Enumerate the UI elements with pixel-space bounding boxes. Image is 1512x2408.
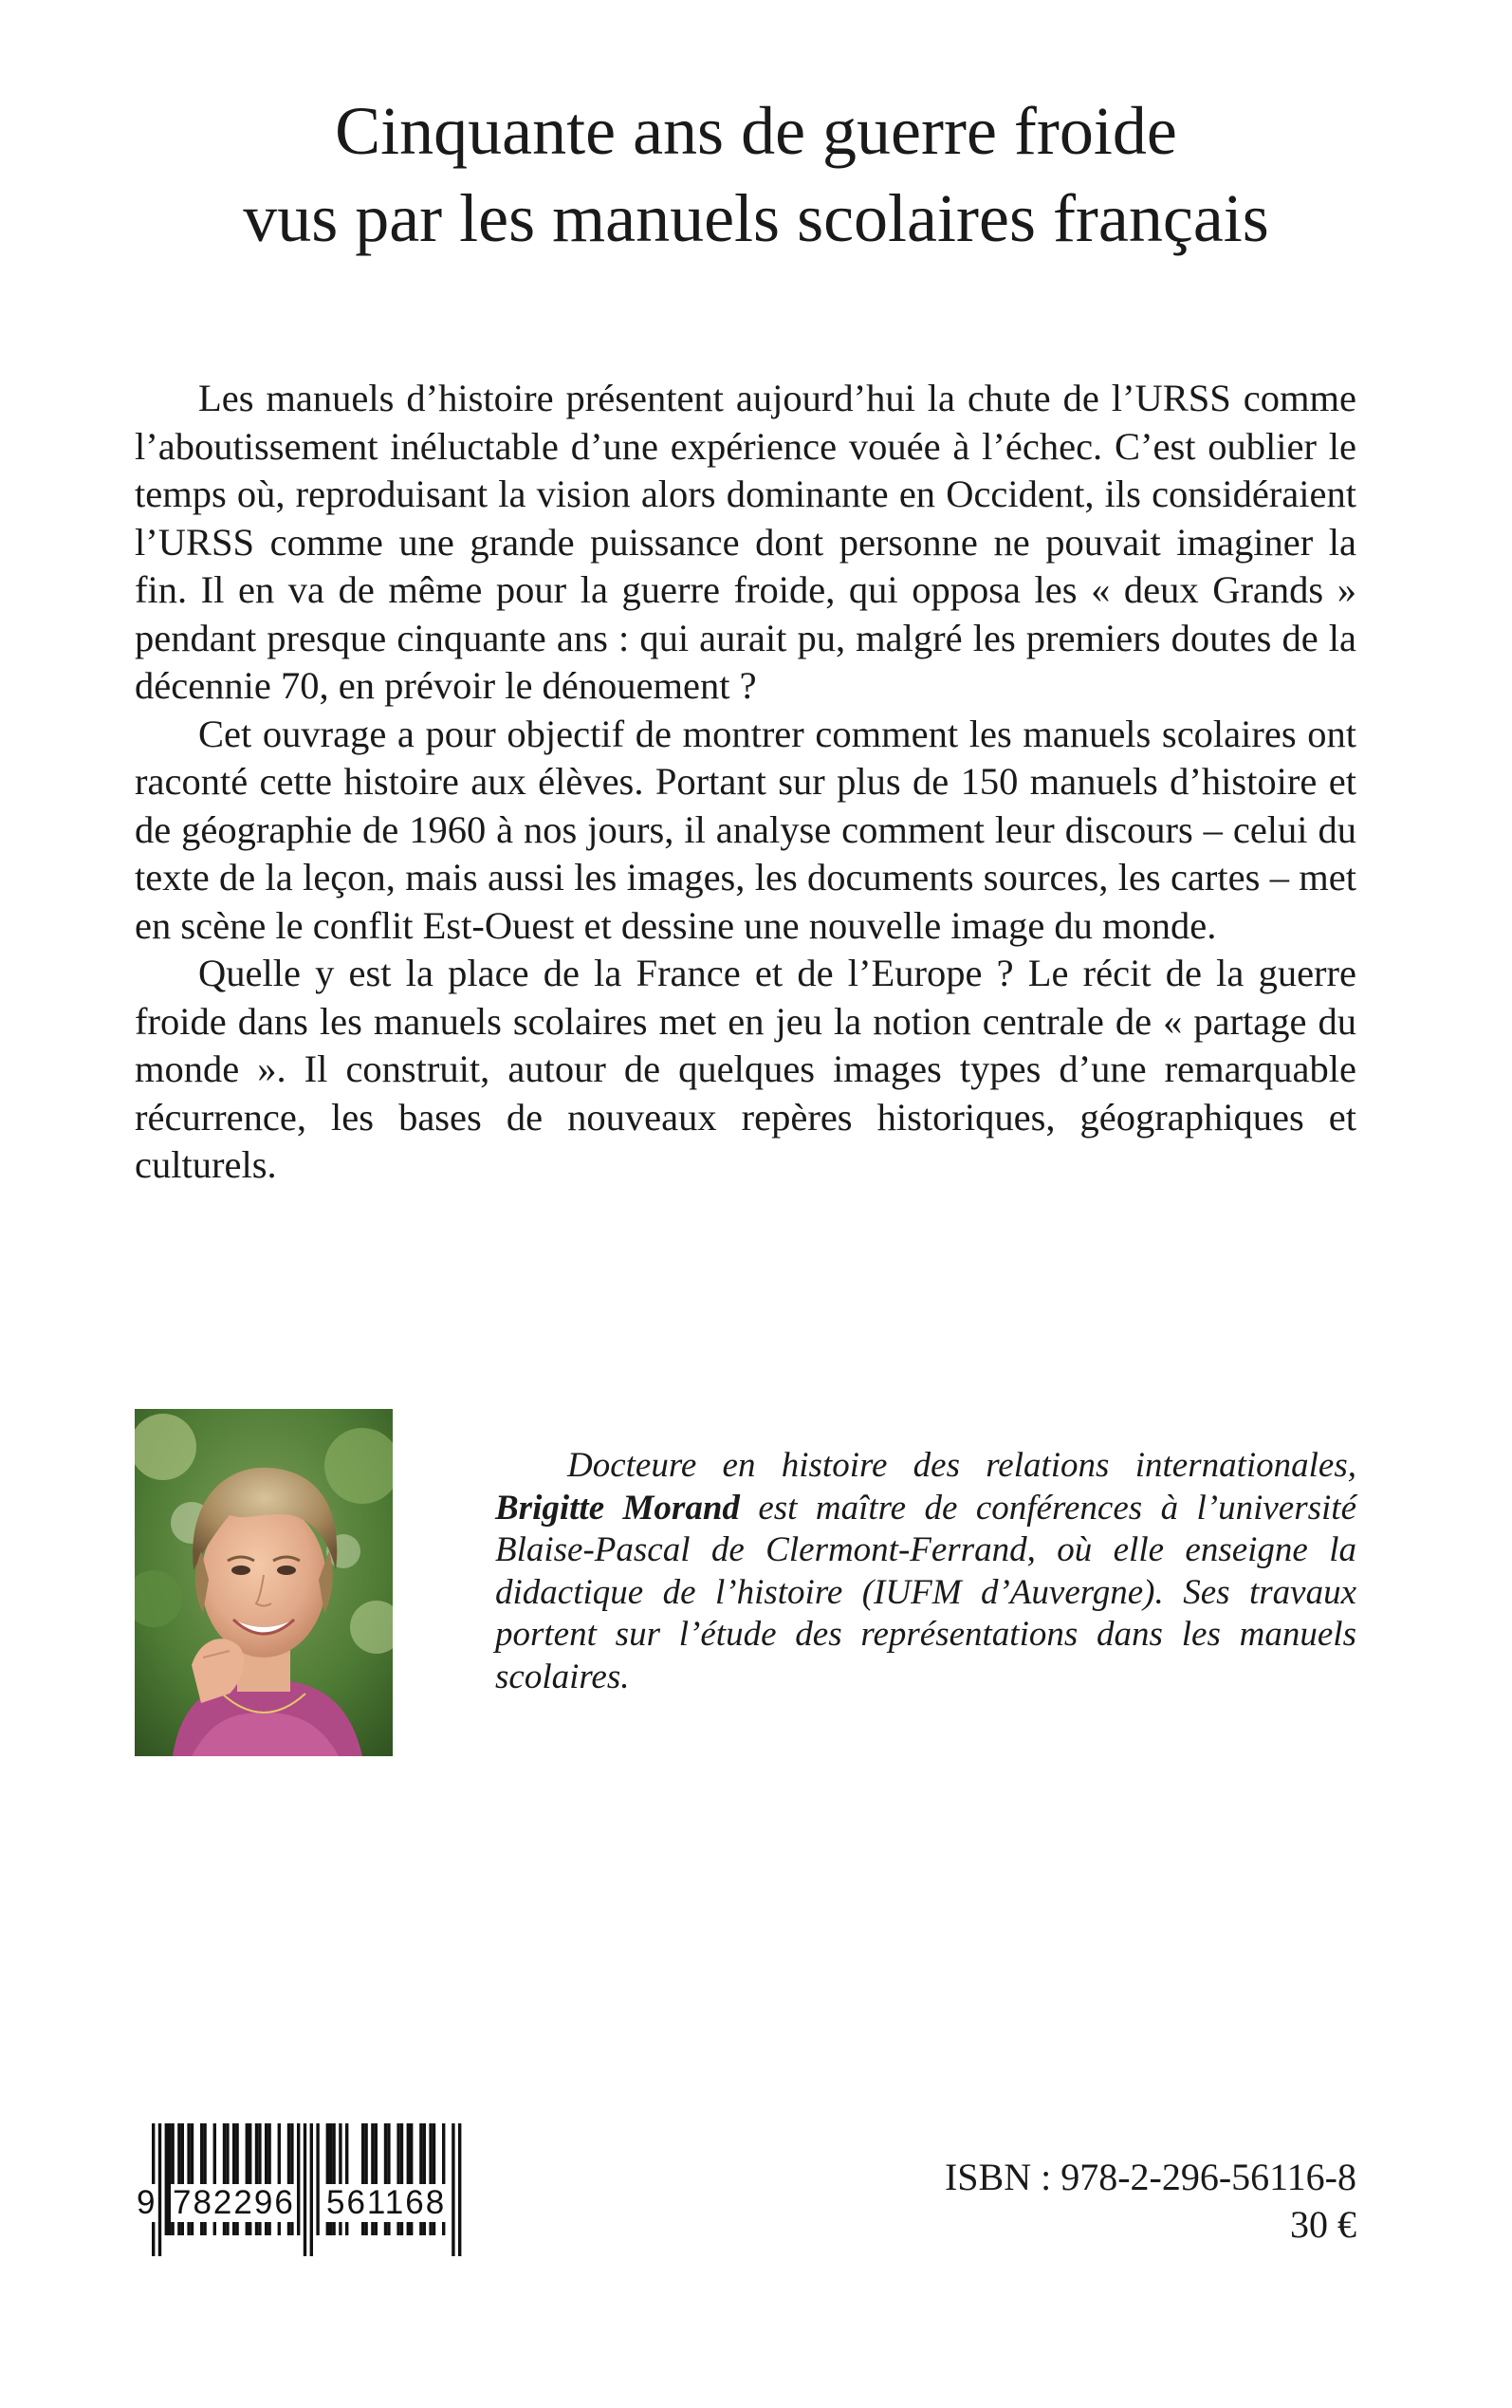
barcode-left-group: 782296 xyxy=(173,2184,295,2221)
barcode-digits xyxy=(135,2184,476,2222)
barcode-right-group: 561168 xyxy=(326,2184,447,2221)
book-title-line-2: vus par les manuels scolaires français xyxy=(243,180,1269,256)
blurb-paragraph-2: Cet ouvrage a pour objectif de montrer comment les manuels scolaires ont raconté cette histoire aux élèves. Portant sur plus de 150 manuels d’histoire et de géographie de 1960 à nos jours, il analyse comment leur discours – celui du texte de la leçon, mais aussi les images, les documents sources, les cartes – met en scène le conflit Est-Ouest et dessine une nouvelle image du monde. xyxy=(135,712,1356,947)
author-portrait-photo xyxy=(135,1409,393,1756)
barcode-first-digit: 9 xyxy=(137,2184,156,2221)
book-title-line-1: Cinquante ans de guerre froide xyxy=(335,93,1177,169)
book-title xyxy=(0,87,1512,262)
author-bio-details: est maître de conférences à l’université Blaise-Pascal de Clermont-Ferrand, où elle enseigne la didactique de l’histoire (IUFM d’Auvergne). Ses travaux portent sur l’étude des représentations dans les manuels scolaires. xyxy=(495,1488,1357,1696)
isbn-number: ISBN : 978-2-296-56116-8 xyxy=(944,2156,1356,2198)
price: 30 € xyxy=(1290,2203,1356,2246)
blurb-paragraph-1: Les manuels d’histoire présentent aujourd’hui la chute de l’URSS comme l’aboutissement inéluctable d’une expérience vouée à l’échec. C’est oublier le temps où, reproduisant la vision alors dominante en Occident, ils considéraient l’URSS comme une grande puissance dont personne ne pouvait imaginer la fin. Il en va de même pour la guerre froide, qui opposa les « deux Grands » pendant presque cinquante ans : qui aurait pu, malgré les premiers doutes de la décennie 70, en prévoir le dénouement ? xyxy=(135,377,1356,707)
author-name: Brigitte Morand xyxy=(495,1488,740,1528)
back-cover-blurb xyxy=(135,375,1356,1190)
author-bio xyxy=(495,1445,1356,1699)
author-bio-intro: Docteure en histoire des relations internationales, xyxy=(567,1446,1356,1485)
blurb-paragraph-3: Quelle y est la place de la France et de l’Europe ? Le récit de la guerre froide dans les manuels scolaires met en jeu la notion centrale de « partage du monde ». Il construit, autour de quelques images types d’une remarquable récurrence, les bases de nouveaux repères historiques, géographiques et culturels. xyxy=(135,952,1356,1186)
